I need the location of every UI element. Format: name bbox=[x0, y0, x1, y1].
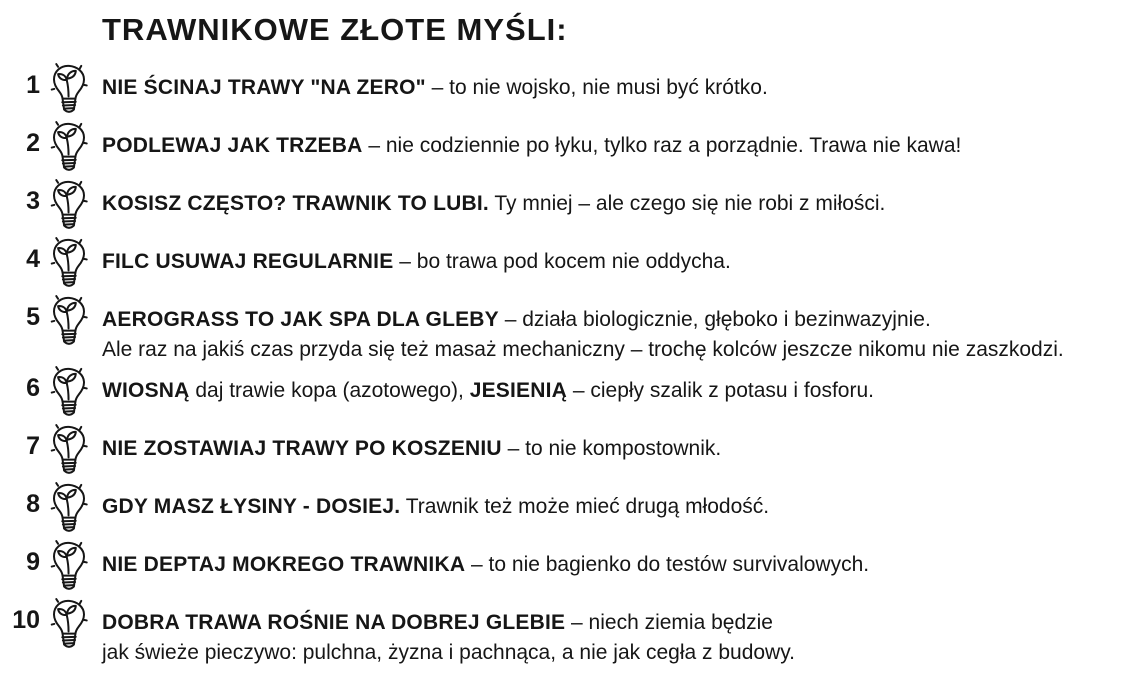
tip-regular-text: Trawnik też może mieć drugą młodość. bbox=[400, 495, 770, 518]
lightbulb-sprout-icon bbox=[49, 178, 89, 234]
tip-text bbox=[102, 597, 1138, 668]
tip-text bbox=[102, 62, 1138, 103]
tip-item bbox=[0, 120, 1138, 178]
tip-bold-text: FILC USUWAJ REGULARNIE bbox=[102, 250, 394, 273]
page-title: TRAWNIKOWE ZŁOTE MYŚLI: bbox=[102, 12, 568, 47]
tip-regular-text: – nie codziennie po łyku, tylko raz a porządnie. Trawa nie kawa! bbox=[362, 134, 962, 157]
tip-regular-text: – bo trawa pod kocem nie oddycha. bbox=[393, 250, 731, 273]
lightbulb-sprout-icon bbox=[49, 423, 89, 479]
tip-bold-text: NIE ŚCINAJ TRAWY "NA ZERO" bbox=[102, 76, 426, 99]
tip-regular-text: Ty mniej – ale czego się nie robi z miłości. bbox=[488, 192, 886, 215]
tip-text bbox=[102, 481, 1138, 522]
tip-number: 8 bbox=[26, 490, 40, 518]
tip-text bbox=[102, 539, 1138, 580]
tip-regular-text: – niech ziemia będzie bbox=[565, 611, 773, 634]
tip-number: 9 bbox=[26, 548, 40, 576]
tip-regular-text: – to nie kompostownik. bbox=[501, 437, 722, 460]
lightbulb-sprout-icon bbox=[49, 365, 89, 421]
tip-number: 1 bbox=[26, 71, 40, 99]
tip-bold-text: KOSISZ CZĘSTO? TRAWNIK TO LUBI. bbox=[102, 192, 489, 215]
tip-bold-text: DOBRA TRAWA ROŚNIE NA DOBREJ GLEBIE bbox=[102, 611, 566, 634]
tip-item bbox=[0, 423, 1138, 481]
tip-text bbox=[102, 120, 1138, 161]
lightbulb-sprout-icon bbox=[49, 236, 89, 292]
tip-text bbox=[102, 294, 1138, 365]
tip-regular-text: – to nie wojsko, nie musi być krótko. bbox=[425, 76, 768, 99]
lightbulb-sprout-icon bbox=[49, 539, 89, 595]
tip-item bbox=[0, 294, 1138, 365]
tip-item bbox=[0, 178, 1138, 236]
tip-regular-text: – to nie bagienko do testów survivalowych. bbox=[465, 553, 870, 576]
tip-item bbox=[0, 481, 1138, 539]
tip-item bbox=[0, 597, 1138, 668]
tip-bold-text-2: JESIENIĄ bbox=[469, 379, 567, 402]
tip-bold-text: GDY MASZ ŁYSINY - DOSIEJ. bbox=[102, 495, 401, 518]
tip-item bbox=[0, 539, 1138, 597]
tip-item bbox=[0, 236, 1138, 294]
tip-bold-text: NIE DEPTAJ MOKREGO TRAWNIKA bbox=[102, 553, 466, 576]
tip-item bbox=[0, 62, 1138, 120]
tip-bold-text: PODLEWAJ JAK TRZEBA bbox=[102, 134, 363, 157]
tip-number: 5 bbox=[26, 303, 40, 331]
tip-regular-text: – działa biologicznie, głęboko i bezinwazyjnie. bbox=[498, 308, 931, 331]
lightbulb-sprout-icon bbox=[49, 597, 89, 653]
tip-number: 3 bbox=[26, 187, 40, 215]
tip-second-line: jak świeże pieczywo: pulchna, żyzna i pachnąca, a nie jak cegła z budowy. bbox=[102, 641, 795, 664]
tip-bold-text: NIE ZOSTAWIAJ TRAWY PO KOSZENIU bbox=[102, 437, 502, 460]
tip-number: 10 bbox=[12, 606, 40, 634]
lightbulb-sprout-icon bbox=[49, 120, 89, 176]
tip-text bbox=[102, 236, 1138, 277]
tip-number: 7 bbox=[26, 432, 40, 460]
tip-number: 6 bbox=[26, 374, 40, 402]
tip-bold-text: AEROGRASS TO JAK SPA DLA GLEBY bbox=[102, 308, 499, 331]
tip-number: 4 bbox=[26, 245, 40, 273]
tip-bold-text: WIOSNĄ bbox=[102, 379, 190, 402]
tips-list bbox=[0, 62, 1138, 668]
tip-item bbox=[0, 365, 1138, 423]
tip-text bbox=[102, 365, 1138, 406]
tip-regular-text-2: – ciepły szalik z potasu i fosforu. bbox=[567, 379, 874, 402]
tip-regular-text: daj trawie kopa (azotowego), bbox=[189, 379, 470, 402]
tip-text bbox=[102, 178, 1138, 219]
lightbulb-sprout-icon bbox=[49, 294, 89, 350]
lightbulb-sprout-icon bbox=[49, 481, 89, 537]
lightbulb-sprout-icon bbox=[49, 62, 89, 118]
tip-number: 2 bbox=[26, 129, 40, 157]
tip-text bbox=[102, 423, 1138, 464]
tip-second-line: Ale raz na jakiś czas przyda się też masaż mechaniczny – trochę kolców jeszcze nikomu nie zaszkodzi. bbox=[102, 338, 1064, 361]
